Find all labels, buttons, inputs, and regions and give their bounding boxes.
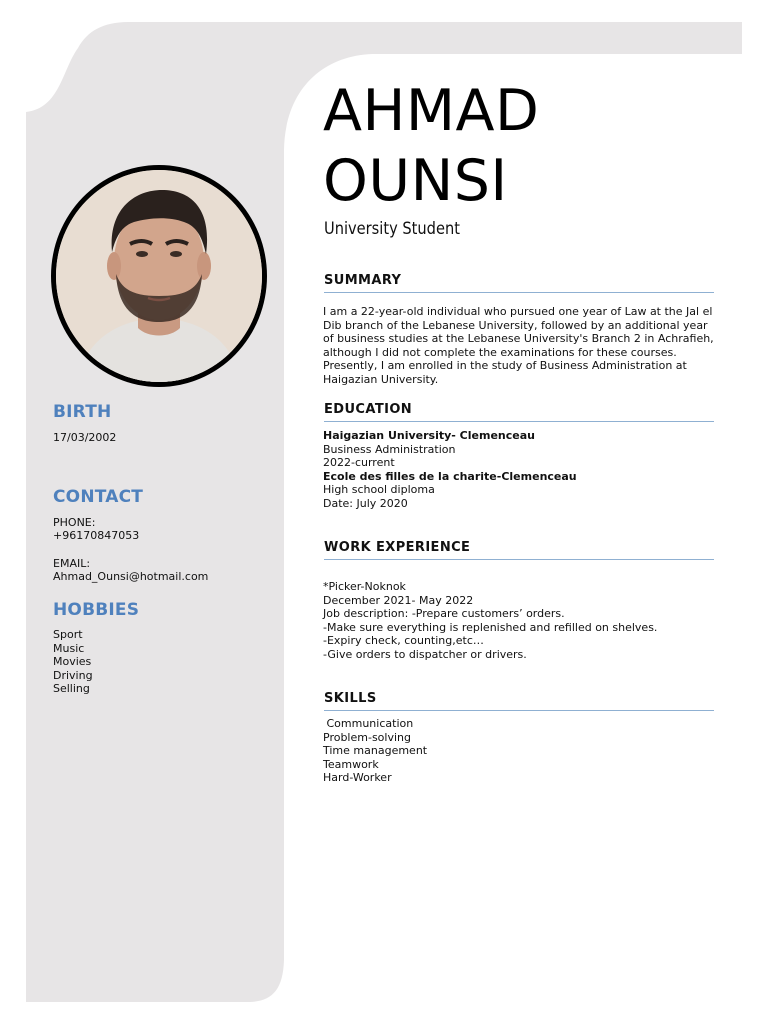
profile-photo	[51, 165, 267, 387]
contact-heading: CONTACT	[53, 487, 144, 507]
list-item: Job description: -Prepare customers’ orders.	[323, 607, 565, 621]
education-school: Ecole des filles de la charite-Clemenceau	[323, 469, 577, 483]
list-item: Driving	[53, 668, 93, 682]
list-item: Music	[53, 641, 85, 655]
hobbies-list	[53, 628, 93, 696]
list-item: Teamwork	[323, 757, 379, 771]
summary-paragraph: I am a 22-year-old individual who pursued one year of Law at the Jal el Dib branch of the Lebanese University, followed by an additional year of business studies at the Lebanese University's Branch 2 in Achrafieh, although I did not complete the examinations for these courses. Presently, I am enrolled in the study of Business Administration at Haigazian University.	[323, 305, 714, 386]
phone-value: +96170847053	[53, 529, 140, 542]
list-item: Time management	[323, 744, 428, 758]
first-name: AHMAD	[323, 78, 540, 144]
birth-heading: BIRTH	[53, 402, 112, 422]
job-title: University Student	[324, 219, 460, 239]
list-item: Hard-Worker	[323, 771, 392, 785]
summary-text	[323, 305, 718, 387]
list-item: -Give orders to dispatcher or drivers.	[323, 647, 527, 661]
skills-heading: SKILLS	[324, 691, 714, 711]
list-item: Problem-solving	[323, 730, 411, 744]
list-item: *Picker-Noknok	[323, 580, 406, 593]
education-list	[323, 429, 718, 511]
list-item: Movies	[53, 655, 92, 668]
list-item: Communication	[323, 717, 414, 730]
phone-label: PHONE:	[53, 516, 96, 529]
list-item: December 2021- May 2022	[323, 593, 474, 607]
summary-heading: SUMMARY	[324, 273, 714, 293]
list-item: Sport	[53, 628, 83, 641]
education-heading: EDUCATION	[324, 402, 714, 422]
person-portrait-icon	[56, 170, 262, 382]
education-detail: Business Administration	[323, 442, 456, 456]
education-detail: High school diploma	[323, 483, 435, 497]
education-date: Date: July 2020	[323, 496, 408, 510]
candidate-name	[323, 76, 539, 216]
education-school: Haigazian University- Clemenceau	[323, 429, 535, 442]
list-item: -Make sure everything is replenished and refilled on shelves.	[323, 620, 658, 634]
birth-date: 17/03/2002	[53, 431, 117, 444]
list-item: Selling	[53, 682, 90, 695]
education-date: 2022-current	[323, 456, 395, 470]
list-item: -Expiry check, counting,etc…	[323, 634, 484, 648]
last-name: OUNSI	[323, 148, 508, 214]
skills-list	[323, 717, 718, 785]
email-value: Ahmad_Ounsi@hotmail.com	[53, 570, 209, 583]
work-heading: WORK EXPERIENCE	[324, 540, 714, 560]
email-label: EMAIL:	[53, 557, 91, 570]
work-experience	[323, 580, 718, 662]
hobbies-heading: HOBBIES	[53, 600, 140, 620]
